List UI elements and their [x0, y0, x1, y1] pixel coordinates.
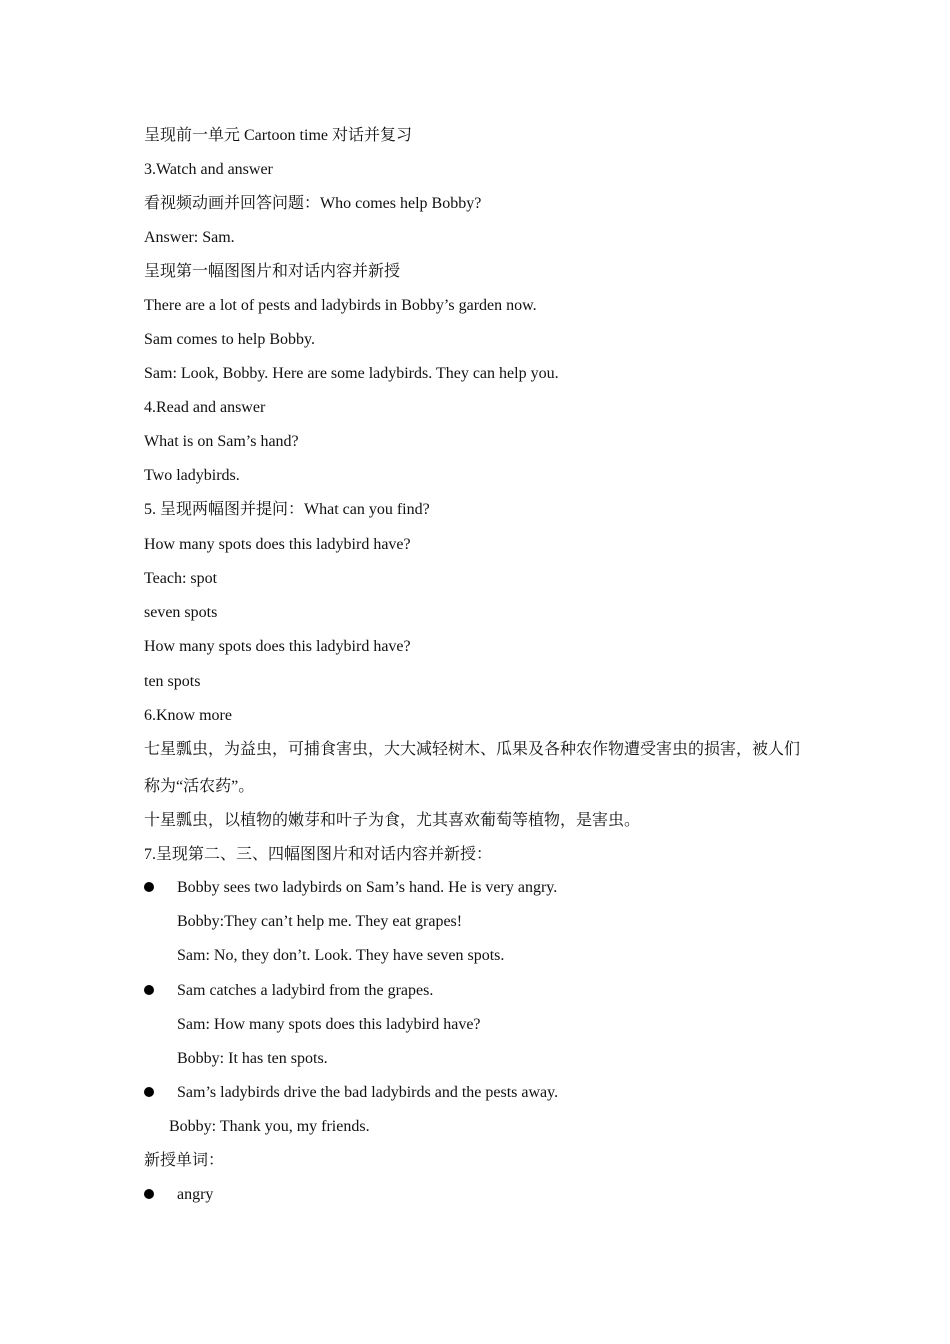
bullet-icon [144, 1189, 154, 1199]
bullet-icon [144, 1087, 154, 1097]
text-line-seven-spots: seven spots [144, 604, 218, 621]
text-line-first-picture: 呈现第一幅图图片和对话内容并新授 [144, 263, 401, 280]
heading-know-more: 6.Know more [144, 707, 232, 724]
text-line-ten-spots: ten spots [144, 673, 201, 690]
list-item-bobby-angry: Bobby sees two ladybirds on Sam’s hand. He is very angry. [177, 879, 558, 896]
text-line-seven-spot-ladybird: 七星瓢虫，为益虫，可捕食害虫，大大减轻树木、瓜果及各种农作物遭受害虫的损害，被人们 [144, 741, 801, 758]
text-line-bobby-grapes: Bobby:They can’t help me. They eat grapes! [177, 913, 463, 930]
heading-read-and-answer: 4.Read and answer [144, 399, 266, 416]
text-line-how-many-spots-2: How many spots does this ladybird have? [144, 638, 411, 655]
text-line-answer: Answer: Sam. [144, 229, 235, 246]
list-item-drive-away: Sam’s ladybirds drive the bad ladybirds and the pests away. [177, 1084, 559, 1101]
text-line-bobby-thanks: Bobby: Thank you, my friends. [169, 1118, 370, 1135]
text-line-teach-spot: Teach: spot [144, 570, 218, 587]
list-item-sam-catches: Sam catches a ladybird from the grapes. [177, 982, 434, 999]
text-line-review-cartoon: 呈现前一单元 Cartoon time 对话并复习 [144, 127, 412, 144]
text-line-two-ladybirds: Two ladybirds. [144, 467, 240, 484]
text-line-bobby-ten-spots: Bobby: It has ten spots. [177, 1050, 328, 1067]
bullet-icon [144, 882, 154, 892]
text-line-ten-spot-ladybird: 十星瓢虫，以植物的嫩芽和叶子为食，尤其喜欢葡萄等植物，是害虫。 [144, 812, 641, 829]
bullet-icon [144, 985, 154, 995]
list-item-angry: angry [177, 1186, 214, 1203]
text-line-sam-how-many: Sam: How many spots does this ladybird have? [177, 1016, 481, 1033]
heading-watch-and-answer: 3.Watch and answer [144, 161, 273, 178]
text-line-living-pesticide: 称为“活农药”。 [144, 778, 255, 795]
text-line-pests-ladybirds: There are a lot of pests and ladybirds in Bobby’s garden now. [144, 297, 537, 314]
text-line-video-question: 看视频动画并回答问题：Who comes help Bobby? [144, 195, 482, 212]
text-line-question-hand: What is on Sam’s hand? [144, 433, 299, 450]
text-line-how-many-spots-1: How many spots does this ladybird have? [144, 536, 411, 553]
text-line-sam-look: Sam: Look, Bobby. Here are some ladybirds. They can help you. [144, 365, 559, 382]
heading-pictures-two-to-four: 7.呈现第二、三、四幅图图片和对话内容并新授： [144, 846, 493, 863]
text-line-sam-seven-spots: Sam: No, they don’t. Look. They have seven spots. [177, 947, 505, 964]
heading-new-words: 新授单词： [144, 1152, 225, 1169]
text-line-sam-comes: Sam comes to help Bobby. [144, 331, 315, 348]
heading-what-can-you-find: 5. 呈现两幅图并提问：What can you find? [144, 501, 430, 518]
